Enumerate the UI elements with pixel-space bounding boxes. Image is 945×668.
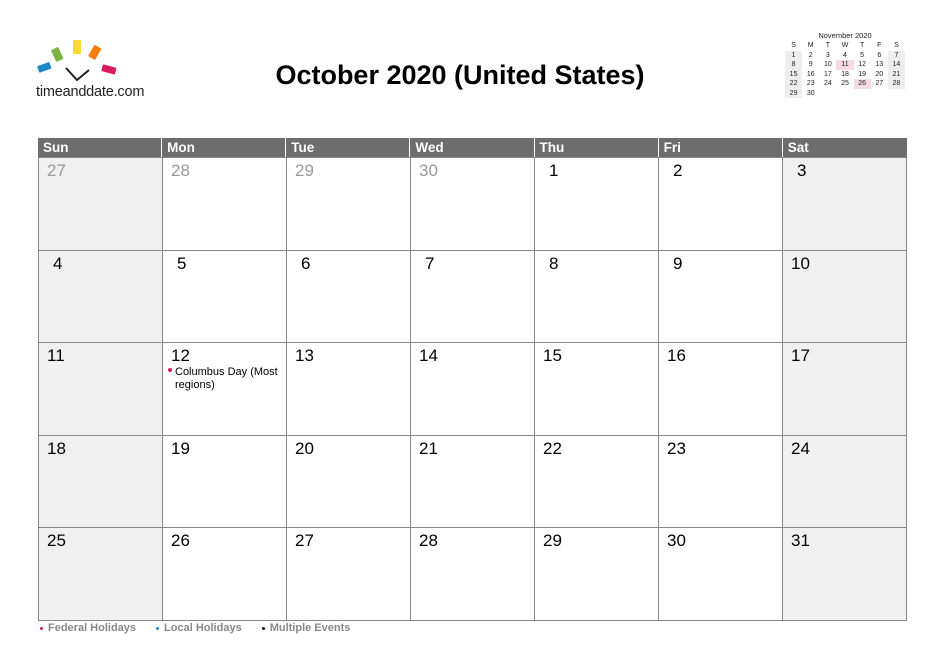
day-cell xyxy=(659,343,783,436)
day-number: 28 xyxy=(171,161,190,180)
day-cell xyxy=(411,251,535,344)
day-cell xyxy=(163,528,287,621)
day-cell xyxy=(783,436,907,529)
day-cell xyxy=(163,343,287,436)
day-number: 11 xyxy=(47,346,65,366)
weekday-header: Fri xyxy=(659,138,783,157)
mini-day: 30 xyxy=(806,89,815,97)
mini-day: 11 xyxy=(836,60,853,70)
day-cell xyxy=(287,251,411,344)
day-cell xyxy=(163,251,287,344)
legend-label: Federal Holidays xyxy=(48,622,137,634)
day-number: 21 xyxy=(419,438,438,458)
day-number: 15 xyxy=(543,346,562,366)
day-cell xyxy=(411,158,535,251)
mini-day: 19 xyxy=(858,70,867,78)
day-number: 18 xyxy=(47,438,66,458)
legend-dot-icon xyxy=(40,627,43,630)
mini-day: 26 xyxy=(854,79,871,89)
mini-weekday-header: M xyxy=(807,42,814,49)
day-cell xyxy=(783,158,907,251)
mini-day: 9 xyxy=(808,61,813,68)
mini-calendar-title: November 2020 xyxy=(818,31,872,40)
day-number: 3 xyxy=(797,161,807,180)
day-cell xyxy=(411,528,535,621)
mini-day: 24 xyxy=(823,80,832,87)
day-cell xyxy=(287,343,411,436)
weekday-header: Mon xyxy=(162,138,286,157)
weekday-header: Tue xyxy=(286,138,410,157)
day-number: 19 xyxy=(171,438,190,458)
day-number: 10 xyxy=(791,253,810,273)
day-number: 29 xyxy=(543,531,562,551)
mini-day: 5 xyxy=(860,51,865,59)
day-cell xyxy=(39,436,163,529)
mini-day: 20 xyxy=(875,70,884,78)
day-cell xyxy=(163,158,287,251)
legend xyxy=(40,622,350,634)
day-number: 17 xyxy=(791,346,810,366)
weekday-header-row xyxy=(38,138,907,157)
day-cell xyxy=(535,436,659,529)
day-cell xyxy=(659,158,783,251)
weekday-header: Sat xyxy=(787,140,809,155)
day-number: 9 xyxy=(673,253,683,273)
weekday-header: Sun xyxy=(38,138,162,157)
mini-day: 4 xyxy=(843,51,847,59)
mini-day: 15 xyxy=(785,70,802,80)
day-number: 22 xyxy=(543,438,562,458)
day-number: 8 xyxy=(549,253,559,273)
mini-day: 8 xyxy=(785,60,802,70)
day-cell xyxy=(287,528,411,621)
day-number: 25 xyxy=(47,531,66,551)
holiday-event[interactable] xyxy=(168,366,283,392)
day-number: 30 xyxy=(667,531,686,551)
day-cell xyxy=(163,436,287,529)
day-number: 29 xyxy=(295,161,314,180)
day-cell xyxy=(287,436,411,529)
mini-day: 18 xyxy=(841,70,849,78)
mini-day: 2 xyxy=(808,51,813,59)
day-number: 20 xyxy=(295,438,314,458)
day-cell xyxy=(411,343,535,436)
mini-weekday-header: S xyxy=(894,42,899,49)
day-number: 30 xyxy=(419,161,438,180)
week-row xyxy=(39,343,907,436)
day-cell xyxy=(39,528,163,621)
mini-empty-day xyxy=(871,89,888,99)
mini-day: 17 xyxy=(823,70,832,78)
mini-day: 23 xyxy=(806,80,815,87)
day-number: 5 xyxy=(177,253,187,273)
weekday-header: Thu xyxy=(535,138,659,157)
month-calendar xyxy=(38,138,907,621)
mini-day: 12 xyxy=(858,61,867,68)
legend-item xyxy=(156,622,242,634)
mini-weekday-header: W xyxy=(841,42,849,49)
day-number: 4 xyxy=(53,253,63,273)
mini-empty-day xyxy=(854,89,871,99)
mini-day: 27 xyxy=(875,80,884,87)
mini-weekday-header: S xyxy=(791,42,796,49)
day-cell xyxy=(39,343,163,436)
day-cell xyxy=(659,528,783,621)
day-cell xyxy=(39,251,163,344)
legend-dot-icon xyxy=(262,627,265,630)
day-number: 13 xyxy=(295,346,314,366)
day-cell xyxy=(411,436,535,529)
mini-day: 1 xyxy=(785,51,802,61)
day-cell xyxy=(535,528,659,621)
day-number: 7 xyxy=(425,253,435,273)
day-cell xyxy=(287,158,411,251)
day-cell xyxy=(783,343,907,436)
calendar-grid xyxy=(38,157,907,621)
legend-item xyxy=(40,622,136,634)
mini-day: 3 xyxy=(825,51,830,59)
logo-text: timeanddate.com xyxy=(36,84,145,100)
mini-calendar-grid xyxy=(785,41,905,98)
day-cell xyxy=(783,528,907,621)
day-cell xyxy=(535,158,659,251)
day-cell xyxy=(659,436,783,529)
mini-day: 28 xyxy=(888,79,905,89)
mini-day: 7 xyxy=(888,51,905,61)
mini-weekday-header: T xyxy=(859,42,865,49)
mini-day: 25 xyxy=(841,80,849,87)
legend-item xyxy=(262,622,351,634)
mini-day: 29 xyxy=(785,89,802,99)
day-number: 14 xyxy=(419,346,438,366)
mini-weekday-header: F xyxy=(877,42,882,49)
mini-day: 14 xyxy=(888,60,905,70)
page-title: October 2020 (United States) xyxy=(275,60,645,90)
mini-day: 22 xyxy=(785,79,802,89)
day-number: 28 xyxy=(419,531,438,551)
mini-day: 21 xyxy=(888,70,905,80)
week-row xyxy=(39,251,907,344)
mini-day: 10 xyxy=(823,61,832,68)
day-number: 23 xyxy=(667,438,686,458)
day-cell xyxy=(535,343,659,436)
holiday-event-label: Columbus Day (Most regions) xyxy=(175,366,278,392)
week-row xyxy=(39,158,907,251)
day-number: 27 xyxy=(295,531,314,551)
weekday-header: Wed xyxy=(410,138,534,157)
legend-dot-icon xyxy=(156,627,159,630)
mini-day: 6 xyxy=(877,51,882,59)
day-number: 16 xyxy=(667,346,686,366)
mini-empty-day xyxy=(819,89,836,99)
day-number: 31 xyxy=(791,531,810,551)
day-number: 12 xyxy=(171,346,190,366)
mini-empty-day xyxy=(888,89,905,99)
day-cell xyxy=(659,251,783,344)
day-cell xyxy=(783,251,907,344)
day-number: 2 xyxy=(673,161,683,180)
mini-day: 13 xyxy=(875,61,884,68)
day-number: 1 xyxy=(549,161,559,180)
day-number: 6 xyxy=(301,253,311,273)
legend-label: Multiple Events xyxy=(269,622,351,634)
day-cell xyxy=(535,251,659,344)
mini-day: 16 xyxy=(806,70,815,78)
day-number: 26 xyxy=(171,531,190,551)
mini-calendar xyxy=(785,30,905,98)
day-number: 24 xyxy=(791,438,810,458)
federal-holiday-dot-icon xyxy=(168,368,172,372)
mini-empty-day xyxy=(836,89,853,99)
day-number: 27 xyxy=(47,161,66,180)
legend-label: Local Holidays xyxy=(164,622,242,634)
week-row xyxy=(39,528,907,621)
week-row xyxy=(39,436,907,529)
mini-weekday-header: T xyxy=(825,42,830,49)
day-cell xyxy=(39,158,163,251)
